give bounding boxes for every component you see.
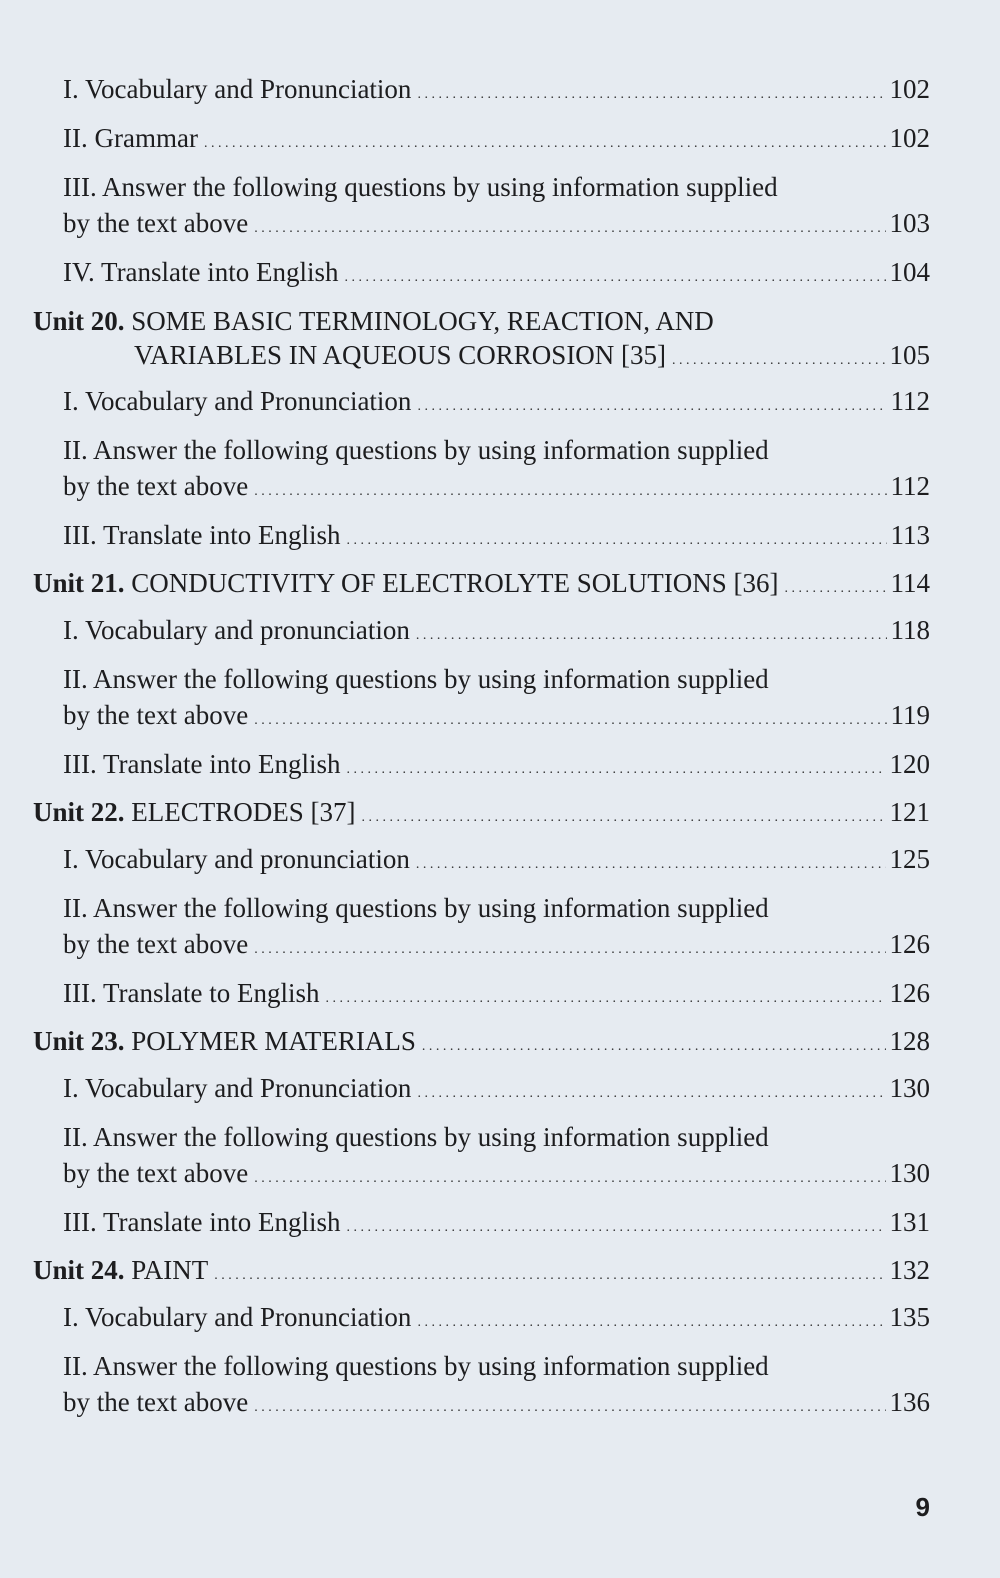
entry-page: 112 <box>890 471 930 501</box>
entry-page: 131 <box>889 1207 930 1237</box>
entry-label: I. Vocabulary and Pronunciation <box>63 1073 412 1103</box>
toc-entry <box>63 121 930 161</box>
entry-page: 126 <box>889 929 930 959</box>
entry-label: I. Vocabulary and pronunciation <box>63 615 410 645</box>
unit-title: ELECTRODES [37] <box>131 797 356 827</box>
entry-label: by the text above <box>63 929 249 959</box>
page-number: 9 <box>915 1492 930 1522</box>
entry-label: I. Vocabulary and pronunciation <box>63 844 410 874</box>
entry-label: I. Vocabulary and Pronunciation <box>63 1302 412 1332</box>
entry-label: by the text above <box>63 700 249 730</box>
entry-page: 126 <box>889 978 930 1008</box>
toc-entry <box>63 206 930 246</box>
unit-heading <box>33 304 714 338</box>
unit-number: Unit 21. <box>33 568 125 598</box>
entry-page: 114 <box>890 568 930 598</box>
toc-unit-entry <box>33 566 930 606</box>
unit-number: Unit 23. <box>33 1026 125 1056</box>
entry-label-line1: II. Answer the following questions by using information supplied <box>63 1122 769 1152</box>
unit-number: Unit 22. <box>33 797 125 827</box>
entry-label: I. Vocabulary and Pronunciation <box>63 74 412 104</box>
entry-label: III. Translate into English <box>63 520 341 550</box>
toc-entry <box>63 927 930 967</box>
toc-entry <box>63 1071 930 1111</box>
toc-entry <box>63 255 930 295</box>
toc-entry <box>63 976 930 1016</box>
toc-entry <box>63 518 930 558</box>
entry-page: 125 <box>889 844 930 874</box>
entry-label: II. Grammar <box>63 123 198 153</box>
toc-entry <box>63 1385 930 1425</box>
unit-number: Unit 24. <box>33 1255 125 1285</box>
entry-label: by the text above <box>63 471 249 501</box>
entry-page: 120 <box>889 749 930 779</box>
entry-label: by the text above <box>63 1387 249 1417</box>
toc-entry <box>63 1205 930 1245</box>
unit-title: POLYMER MATERIALS <box>131 1026 416 1056</box>
toc-unit-entry <box>33 795 930 835</box>
entry-page: 104 <box>889 257 930 287</box>
entry-page: 113 <box>890 520 930 550</box>
entry-page: 136 <box>889 1387 930 1417</box>
entry-page: 128 <box>889 1026 930 1056</box>
entry-page: 121 <box>889 797 930 827</box>
toc-unit-entry <box>134 338 930 378</box>
toc-entry <box>63 72 930 112</box>
entry-page: 103 <box>889 208 930 238</box>
entry-page: 102 <box>889 74 930 104</box>
entry-label-line1: II. Answer the following questions by using information supplied <box>63 435 769 465</box>
entry-label-line1: II. Answer the following questions by using information supplied <box>63 664 769 694</box>
entry-page: 130 <box>889 1073 930 1103</box>
entry-page: 112 <box>890 386 930 416</box>
entry-label: IV. Translate into English <box>63 257 339 287</box>
entry-page: 118 <box>890 615 930 645</box>
entry-page: 132 <box>889 1255 930 1285</box>
entry-label: III. Translate to English <box>63 978 320 1008</box>
entry-label-line1: II. Answer the following questions by using information supplied <box>63 893 769 923</box>
toc-entry <box>63 613 930 653</box>
entry-page: 130 <box>889 1158 930 1188</box>
entry-label: by the text above <box>63 208 249 238</box>
toc-entry <box>63 384 930 424</box>
entry-page: 135 <box>889 1302 930 1332</box>
toc-entry <box>63 469 930 509</box>
entry-label: I. Vocabulary and Pronunciation <box>63 386 412 416</box>
entry-page: 102 <box>889 123 930 153</box>
unit-number: Unit 20. <box>33 306 125 336</box>
entry-label: III. Translate into English <box>63 749 341 779</box>
entry-page: 119 <box>890 700 930 730</box>
toc-entry <box>63 747 930 787</box>
unit-title: CONDUCTIVITY OF ELECTROLYTE SOLUTIONS [36] <box>131 568 779 598</box>
toc-entry <box>63 842 930 882</box>
toc-entry <box>63 698 930 738</box>
entry-page: 105 <box>889 340 930 370</box>
toc-unit-entry <box>33 1024 930 1064</box>
entry-label-line1: III. Answer the following questions by using information supplied <box>63 172 778 202</box>
toc-unit-entry <box>33 1253 930 1293</box>
entry-label-line1: II. Answer the following questions by using information supplied <box>63 1351 769 1381</box>
unit-title: PAINT <box>131 1255 209 1285</box>
unit-title-line2: VARIABLES IN AQUEOUS CORROSION [35] <box>134 340 667 370</box>
entry-label: by the text above <box>63 1158 249 1188</box>
toc-entry <box>63 1156 930 1196</box>
unit-title-line1: SOME BASIC TERMINOLOGY, REACTION, AND <box>131 306 714 336</box>
toc-entry <box>63 1300 930 1340</box>
entry-label: III. Translate into English <box>63 1207 341 1237</box>
